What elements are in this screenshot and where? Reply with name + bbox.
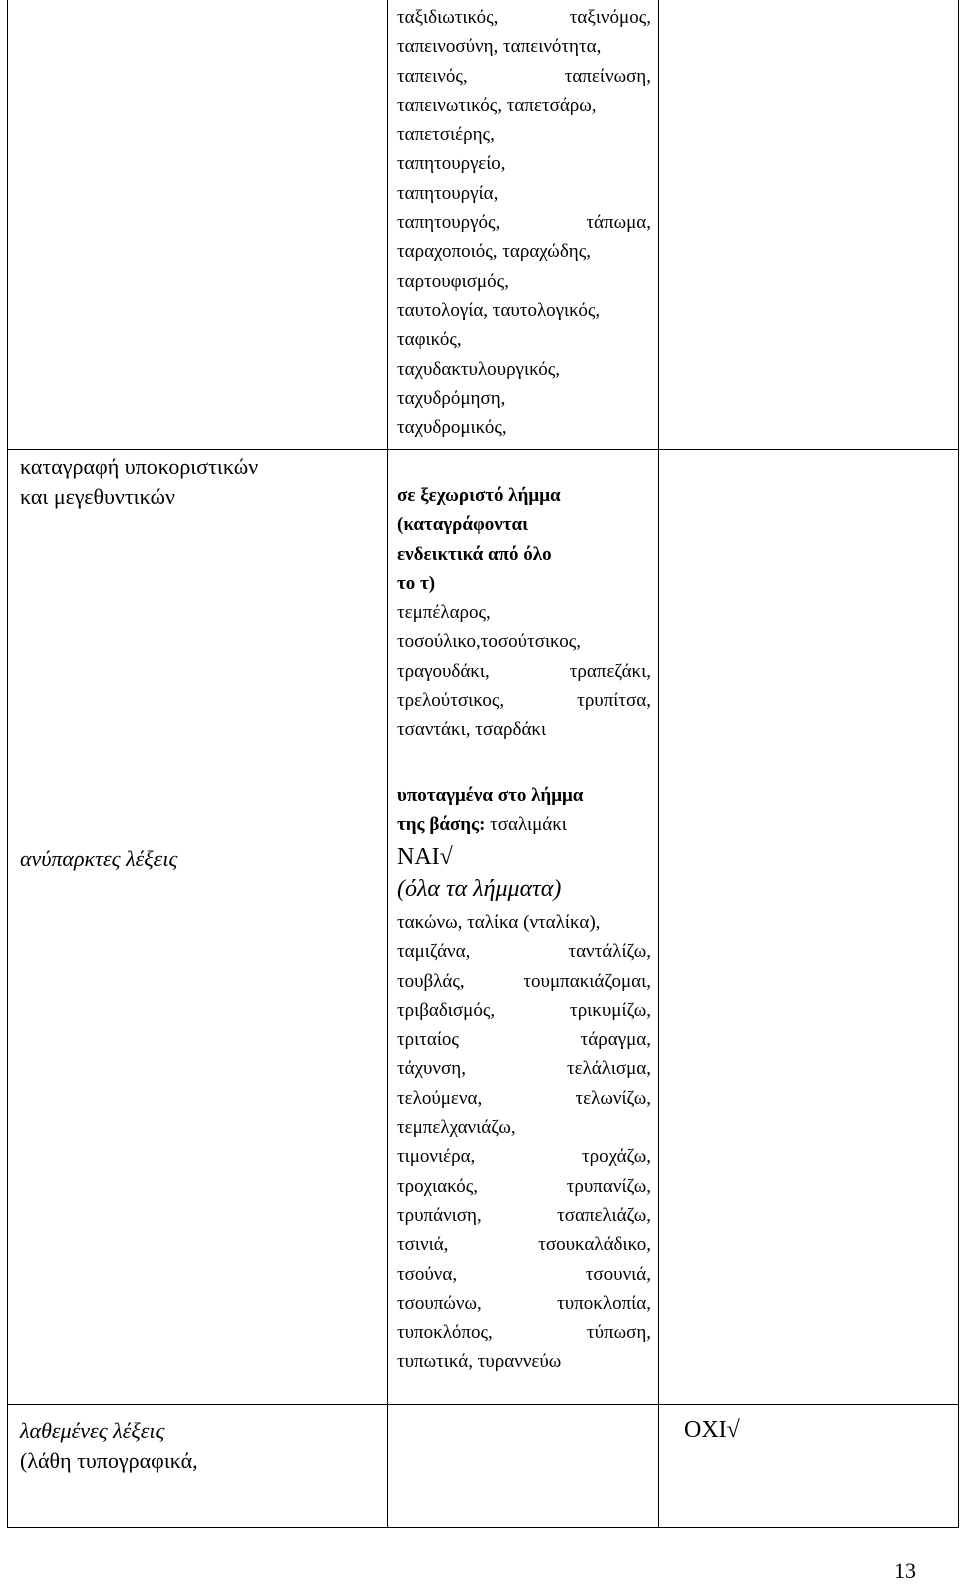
word-line: ταχυδρομικός, bbox=[397, 417, 507, 439]
bold-heading-line: (καταγράφονται bbox=[397, 514, 529, 536]
label-line: καταγραφή υποκοριστικών bbox=[20, 454, 259, 479]
row3-middle-cell bbox=[397, 908, 651, 1377]
word-line: ταχυδρόμηση, bbox=[397, 387, 506, 409]
row3-label bbox=[20, 844, 370, 874]
word-line: τραγουδάκι, τραπεζάκι, bbox=[397, 660, 651, 682]
word-line: τσαλιμάκι bbox=[485, 814, 567, 836]
word-line: ταυτολογία, ταυτολογικός, bbox=[397, 299, 601, 321]
bold-heading-line: ενδεικτικά από όλο bbox=[397, 543, 552, 565]
yes-answer: ΝΑΙ√ bbox=[397, 844, 453, 870]
word-line: τρυπάνιση, τσαπελιάζω, bbox=[397, 1204, 651, 1226]
word-line: τακώνω, ταλίκα (νταλίκα), bbox=[397, 912, 601, 933]
word-line: τριταίος τάραγμα, bbox=[397, 1029, 651, 1051]
row4-label bbox=[20, 1416, 370, 1476]
word-line: τσινιά, τσουκαλάδικο, bbox=[397, 1234, 651, 1256]
word-line: τιμονιέρα, τροχάζω, bbox=[397, 1146, 651, 1168]
word-line: ταχυδακτυλουργικός, bbox=[397, 358, 560, 380]
word-line: τσαντάκι, τσαρδάκι bbox=[397, 719, 547, 741]
page-number: 13 bbox=[894, 1558, 916, 1583]
word-line: τοσούλικο,τοσούτσικος, bbox=[397, 631, 581, 653]
word-line: ταπεινωτικός, ταπετσάρω, bbox=[397, 94, 597, 116]
bold-heading-line: υποταγμένα στο λήμμα bbox=[397, 785, 584, 806]
word-line: τεμπελχανιάζω, bbox=[397, 1117, 516, 1139]
label-line: και μεγεθυντικών bbox=[20, 484, 175, 509]
word-line: ταπητουργία, bbox=[397, 182, 499, 204]
word-line: ταπεινός, ταπείνωση, bbox=[397, 65, 651, 87]
bold-heading-line: σε ξεχωριστό λήμμα bbox=[397, 485, 561, 506]
word-line: ταπητουργείο, bbox=[397, 153, 506, 175]
row2-middle-cell bbox=[397, 481, 651, 745]
row-divider bbox=[8, 1404, 958, 1405]
label-line: ανύπαρκτες λέξεις bbox=[20, 846, 178, 871]
word-line: ταφικός, bbox=[397, 329, 462, 351]
row2-label bbox=[20, 452, 370, 512]
row1-middle-cell bbox=[397, 3, 651, 442]
word-line: ταπητουργός, τάπωμα, bbox=[397, 212, 651, 234]
label-line: λαθεμένες λέξεις bbox=[20, 1418, 165, 1443]
word-line: ταραχοποιός, ταραχώδης, bbox=[397, 241, 591, 263]
word-line: τάχυνση, τελάλισμα, bbox=[397, 1058, 651, 1080]
word-line: ταξιδιωτικός, ταξινόμος, bbox=[397, 7, 651, 28]
word-line: τροχιακός, τρυπανίζω, bbox=[397, 1175, 651, 1197]
word-line: τσούνα, τσουνιά, bbox=[397, 1263, 651, 1285]
word-line: ταρτουφισμός, bbox=[397, 270, 509, 292]
column-divider bbox=[387, 0, 388, 1527]
word-line: τσουπώνω, τυποκλοπία, bbox=[397, 1292, 651, 1314]
word-line: τεμπέλαρος, bbox=[397, 602, 491, 624]
bold-heading-line: της βάσης: bbox=[397, 814, 486, 836]
subordinate-note bbox=[397, 781, 651, 840]
word-line: ταπεινοσύνη, ταπεινότητα, bbox=[397, 36, 602, 58]
word-line: τουβλάς, τουμπακιάζομαι, bbox=[397, 970, 651, 992]
word-line: τελούμενα, τελωνίζω, bbox=[397, 1087, 651, 1109]
word-line: ταμιζάνα, ταντάλίζω, bbox=[397, 941, 651, 963]
word-line: τυπωτικά, τυραννεύω bbox=[397, 1351, 562, 1373]
label-line: (λάθη τυπογραφικά, bbox=[20, 1448, 198, 1473]
word-line: τυποκλόπος, τύπωση, bbox=[397, 1322, 651, 1344]
bold-heading-line: το τ) bbox=[397, 572, 436, 594]
no-answer: ΟΧΙ√ bbox=[684, 1417, 740, 1443]
italic-note: (όλα τα λήμματα) bbox=[397, 876, 562, 902]
word-line: ταπετσιέρης, bbox=[397, 124, 495, 146]
word-line: τρελούτσικος, τρυπίτσα, bbox=[397, 690, 651, 712]
column-divider bbox=[658, 0, 659, 1527]
word-line: τριβαδισμός, τρικυμίζω, bbox=[397, 999, 651, 1021]
row-divider bbox=[8, 449, 958, 450]
